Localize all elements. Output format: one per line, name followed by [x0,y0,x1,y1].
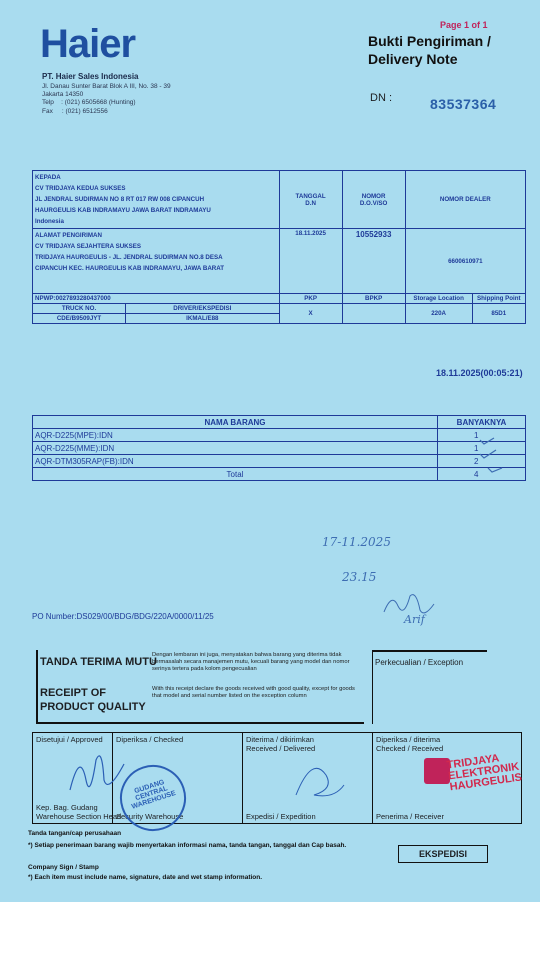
bpkp-label: BPKP [342,294,405,304]
shipping-label: Shipping Point [472,294,525,304]
company-address: Jl. Danau Sunter Barat Blok A III, No. 38 - 39 Jakarta 14350 Telp : (021) 6505668 (Hunting) Fax : (021) 6512556 [42,83,171,115]
expedition-signature [290,755,350,805]
tick-marks [478,432,508,478]
total-value: 4 [438,468,526,481]
receipt-text: With this receipt declare the goods received with good quality, except for goods that model and serial number listed on the exception column [152,686,355,699]
checked-received-label: Diperiksa / diterima Checked / Received [376,735,444,753]
received-delivered-label: Diterima / dikirimkan Received / Delivered [246,735,316,753]
tanda-terima-title: TANDA TERIMA MUTU [40,656,157,668]
kepada-line: JL JENDRAL SUDIRMAN NO 8 RT 017 RW 008 CIPANCUH [35,196,205,203]
alamat-cell [33,229,280,294]
tanda-terima-text: Dengan lembaran ini juga, menyatakan bahwa barang yang diterima tidak bermasalah secara manajemen mutu, kecuali barang yang model dan nomor serinya tertera pada kolom pengecualian [152,652,350,672]
kepada-line: CV TRIDJAYA KEDUA SUKSES [35,185,126,192]
dovso-label: D.O.V/SO [359,199,388,207]
kepada-line: HAURGEULIS KAB INDRAMAYU JAWA BARAT INDRAMAYU [35,207,211,214]
dn-number: 83537364 [430,96,497,112]
document-title [368,32,491,68]
approved-label: Disetujui / Approved [36,735,103,744]
table-row [33,442,526,455]
tanggal-header [279,171,342,229]
nomor-label: NOMOR [361,192,386,200]
title-line-1: Bukti Pengiriman / [368,33,491,49]
nomor-header [342,171,405,229]
handwritten-time: 23.15 [342,570,377,584]
receipt-title: RECEIPT OF PRODUCT QUALITY [40,687,146,713]
alamat-line: CV TRIDJAYA SEJAHTERA SUKSES [35,243,142,250]
items-table [32,415,526,481]
table-row [33,429,526,442]
item-qty: 1 [438,442,526,455]
checked-label: Diperiksa / Checked [116,735,184,744]
dealer-header: NOMOR DEALER [405,171,525,229]
shipping-value: 85D1 [472,304,525,324]
gudang-stamp-text: GUDANG CENTRAL WAREHOUSE [130,778,177,811]
checked-role: Security Warehouse [116,812,184,821]
total-label: Total [33,468,438,481]
footer-line-2: *) Setiap penerimaan barang wajib menyertakan informasi nama, tanda tangan, tanggal dan Cap basah. [28,842,347,849]
ekspedisi-box: EKSPEDISI [398,845,488,863]
handwritten-date: 17-11.2025 [322,535,391,549]
dn-sub-label: D.N [305,199,316,207]
item-qty: 2 [438,455,526,468]
receiver-role: Penerima / Receiver [376,812,444,821]
tick-icon [480,438,494,444]
company-name: PT. Haier Sales Indonesia [42,72,139,81]
storage-label: Storage Location [405,294,472,304]
kepada-cell [33,171,280,229]
tanggal-value: 18.11.2025 [279,229,342,294]
print-timestamp: 18.11.2025(00:05:21) [436,368,523,378]
tridjaya-stamp: TRIDJAYA ELEKTRONIK HAURGEULIS [445,752,523,794]
truck-label: TRUCK NO. [33,304,126,314]
kepada-label: KEPADA [35,174,61,181]
po-number: PO Number:DS029/00/BDG/BDG/220A/0000/11/25 [32,612,214,621]
footer-line-3: Company Sign / Stamp [28,864,99,871]
pkp-label: PKP [279,294,342,304]
driver-value: IKMAL/E88 [126,314,280,324]
item-name: AQR-DTM305RAP(FB):IDN [33,455,438,468]
signature-mark [380,590,440,620]
exception-label: Perkecualian / Exception [375,658,464,667]
kepada-line: Indonesia [35,218,64,225]
page-indicator: Page 1 of 1 [440,20,488,30]
expedition-role: Expedisi / Expedition [246,812,316,821]
footer-line-1: Tanda tangan/cap perusahaan [28,830,122,837]
approved-signature [60,740,130,800]
exception-box [372,650,487,724]
alamat-label: ALAMAT PENGIRIMAN [35,232,102,239]
total-row [33,468,526,481]
shipment-info-table [32,170,526,324]
item-name: AQR-D225(MPE):IDN [33,429,438,442]
col-banyaknya: BANYAKNYA [438,416,526,429]
table-row [33,455,526,468]
bpkp-value [342,304,405,324]
dealer-value: 6600610971 [405,229,525,294]
tick-icon [480,450,496,458]
item-name: AQR-D225(MME):IDN [33,442,438,455]
alamat-line: TRIDJAYA HAURGEULIS - JL. JENDRAL SUDIRMAN NO.8 DESA [35,254,223,261]
storage-value: 220A [405,304,472,324]
dn-label: DN : [370,92,392,104]
driver-label: DRIVER/EKSPEDISI [126,304,280,314]
item-qty: 1 [438,429,526,442]
haier-logo: Haier [40,22,136,66]
pkp-value: X [279,304,342,324]
col-nama-barang: NAMA BARANG [33,416,438,429]
title-line-2: Delivery Note [368,51,458,67]
approved-role: Kep. Bag. Gudang Warehouse Section Head [36,803,122,821]
handwritten-name: Arif [404,613,425,626]
tanggal-label: TANGGAL [295,192,326,200]
tick-icon [488,468,502,472]
nomor-value: 10552933 [342,229,405,294]
truck-value: CDE/B9509JYT [33,314,126,324]
alamat-line: CIPANCUH KEC. HAURGEULIS KAB INDRAMAYU, JAWA BARAT [35,265,225,272]
npwp-cell: NPWP:0027893280437000 [33,294,280,304]
footer-line-4: *) Each item must include name, signature, date and wet stamp information. [28,874,263,881]
